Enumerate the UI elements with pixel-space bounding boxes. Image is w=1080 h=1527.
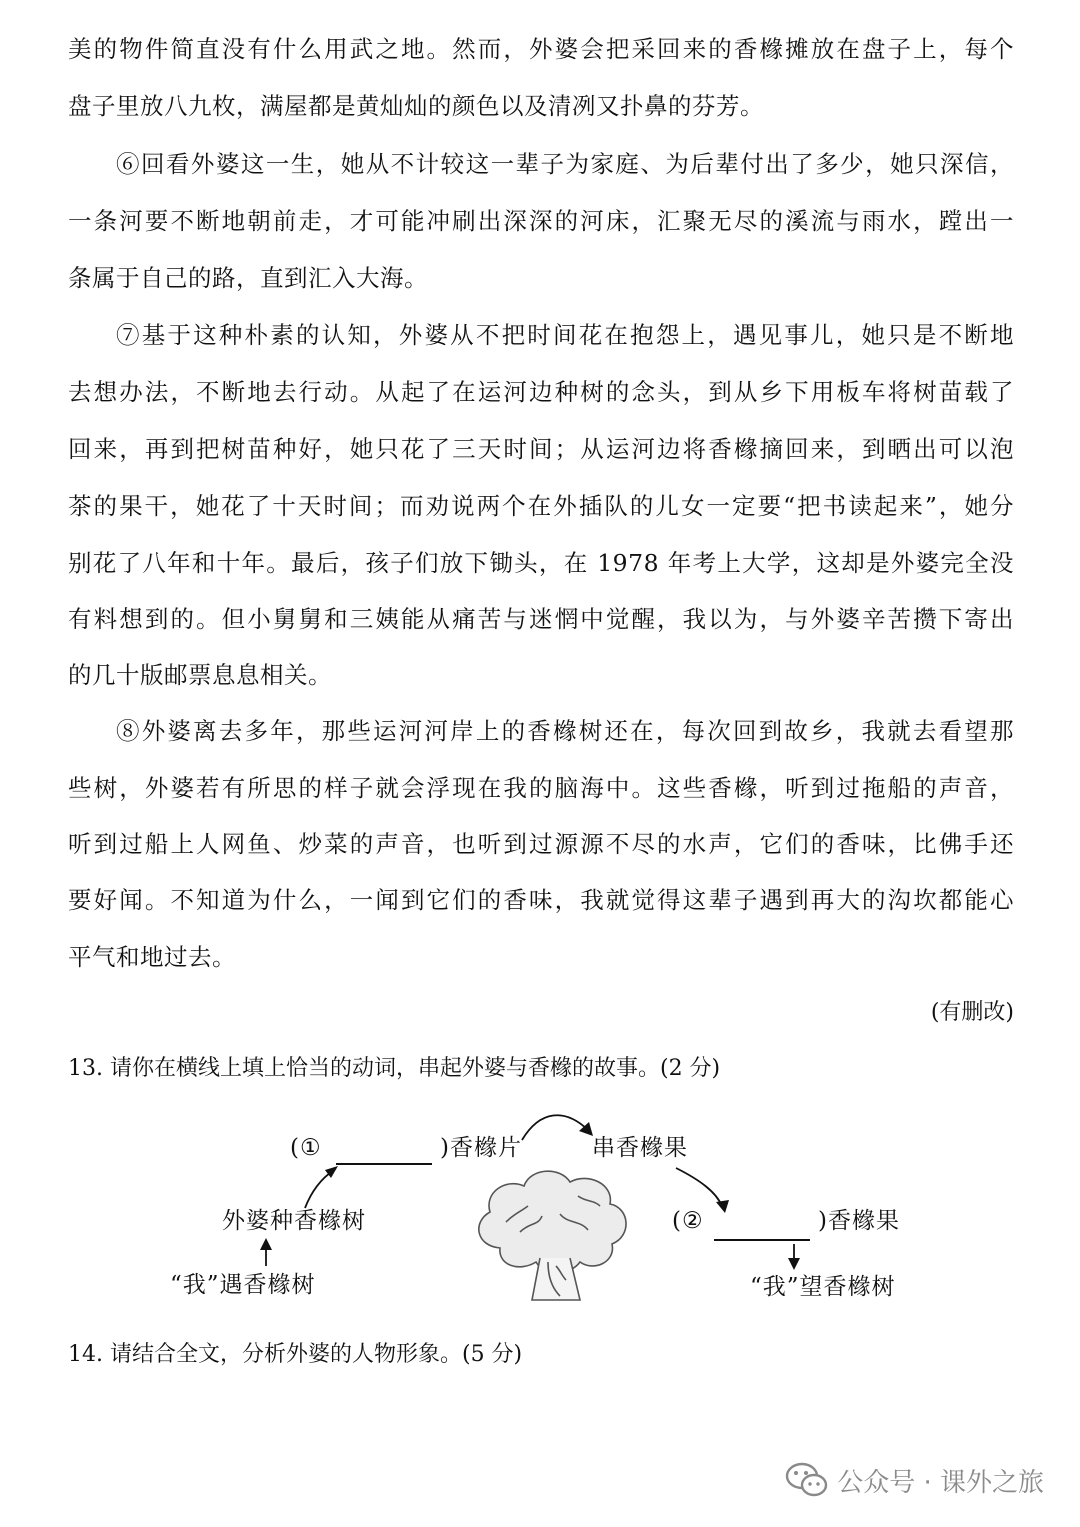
node-meet-tree: “我”遇香橼树 bbox=[170, 1272, 316, 1298]
tree-icon bbox=[479, 1171, 626, 1300]
passage-line: 去想办法，不断地去行动。从起了在运河边种树的念头，到从乡下用板车将树苗载了 bbox=[68, 378, 1014, 406]
passage-line: 回来，再到把树苗种好，她只花了三天时间；从运河边将香橼摘回来，到晒出可以泡 bbox=[68, 435, 1014, 463]
watermark bbox=[785, 1458, 1044, 1502]
passage-line: ⑥回看外婆这一生，她从不计较这一辈子为家庭、为后辈付出了多少，她只深信， bbox=[116, 150, 1014, 178]
passage-line: 有料想到的。但小舅舅和三姨能从痛苦与迷惘中觉醒，我以为，与外婆辛苦攒下寄出 bbox=[68, 605, 1014, 633]
passage-line: 盘子里放八九枚，满屋都是黄灿灿的颜色以及清冽又扑鼻的芬芳。 bbox=[68, 92, 764, 120]
passage-line: 些树，外婆若有所思的样子就会浮现在我的脑海中。这些香橼，听到过拖船的声音， bbox=[68, 774, 1014, 802]
arrow-slice-to-string bbox=[522, 1115, 588, 1140]
blank-2-label: )香橼果 bbox=[818, 1208, 900, 1234]
passage-line: 别花了八年和十年。最后，孩子们放下锄头，在 1978 年考上大学，这却是外婆完全没 bbox=[68, 549, 1014, 577]
arrow-string-to-blank2 bbox=[676, 1168, 722, 1206]
source-note: (有删改) bbox=[930, 1000, 1014, 1025]
watermark-text: 公众号 · 课外之旅 bbox=[837, 1467, 1044, 1498]
wechat-icon bbox=[785, 1460, 829, 1500]
node-string-fruit: 串香橼果 bbox=[592, 1135, 688, 1161]
passage-line: ⑧外婆离去多年，那些运河河岸上的香橼树还在，每次回到故乡，我就去看望那 bbox=[116, 717, 1014, 745]
arrow-head bbox=[788, 1258, 800, 1270]
question-13: 13. 请你在横线上填上恰当的动词，串起外婆与香橼的故事。(2 分) bbox=[68, 1056, 721, 1081]
arrow-head bbox=[260, 1238, 272, 1250]
blank-1-label: )香橼片 bbox=[440, 1135, 522, 1161]
passage-line: 听到过船上人网鱼、炒菜的声音，也听到过源源不尽的水声，它们的香味，比佛手还 bbox=[68, 830, 1014, 858]
passage-line: 茶的果干，她花了十天时间；而劝说两个在外插队的儿女一定要“把书读起来”，她分 bbox=[68, 492, 1014, 520]
passage-line: 平气和地过去。 bbox=[68, 943, 236, 971]
blank-2-open: (② bbox=[672, 1208, 704, 1234]
passage-line: ⑦基于这种朴素的认知，外婆从不把时间花在抱怨上，遇见事儿，她只是不断地 bbox=[116, 321, 1014, 349]
node-gaze-tree: “我”望香橼树 bbox=[750, 1274, 896, 1300]
blank-1-open: (① bbox=[290, 1135, 322, 1161]
arrow-head bbox=[716, 1200, 729, 1213]
passage-line: 条属于自己的路，直到汇入大海。 bbox=[68, 264, 428, 292]
node-plant-tree: 外婆种香橼树 bbox=[222, 1208, 366, 1234]
passage-line: 一条河要不断地朝前走，才可能冲刷出深深的河床，汇聚无尽的溪流与雨水，蹚出一 bbox=[68, 207, 1014, 235]
passage-line: 美的物件简直没有什么用武之地。然而，外婆会把采回来的香橼摊放在盘子上，每个 bbox=[68, 35, 1014, 63]
passage-line: 要好闻。不知道为什么，一闻到它们的香味，我就觉得这辈子遇到再大的沟坎都能心 bbox=[68, 886, 1014, 914]
passage-line: 的几十版邮票息息相关。 bbox=[68, 661, 332, 689]
question-14: 14. 请结合全文，分析外婆的人物形象。(5 分) bbox=[68, 1342, 523, 1367]
